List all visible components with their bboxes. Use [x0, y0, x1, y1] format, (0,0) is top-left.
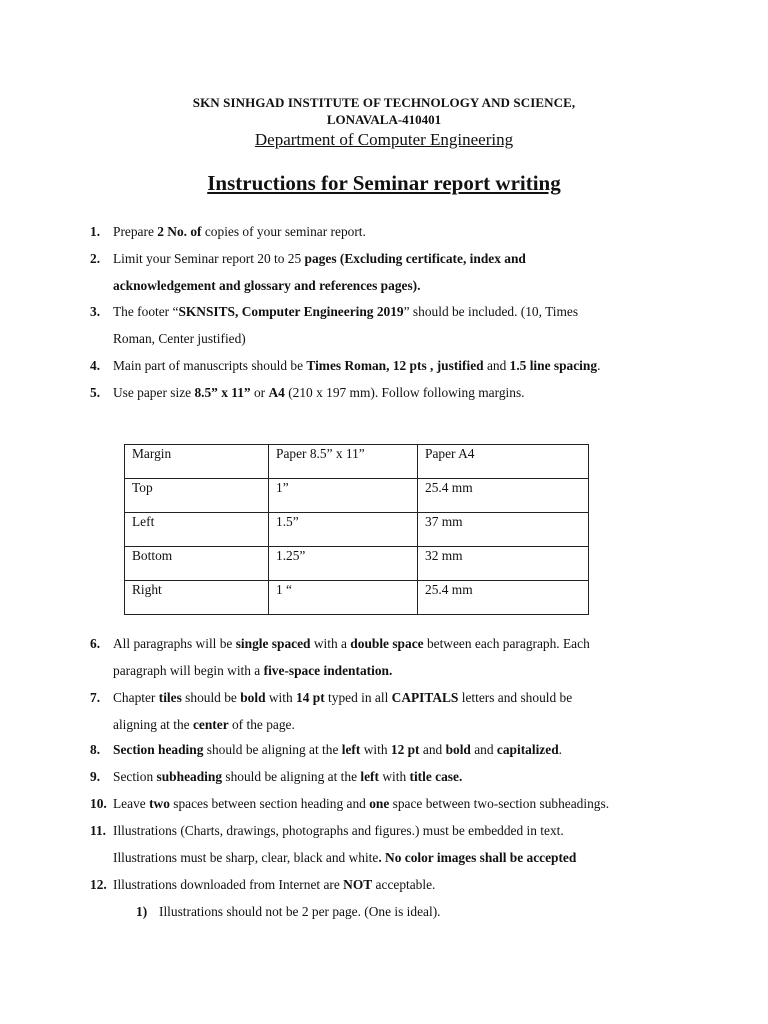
text-run: or — [250, 385, 269, 400]
text-run: . — [597, 358, 601, 373]
list-item-number: 8. — [90, 742, 101, 757]
table-header-cell: Margin — [125, 445, 269, 479]
text-run: acceptable. — [372, 877, 436, 892]
list-item-text-line — [113, 331, 246, 347]
table-cell: 1 “ — [269, 581, 418, 615]
text-run: and — [483, 358, 510, 373]
table-header-cell: Paper A4 — [418, 445, 589, 479]
list-item-number: 2. — [90, 251, 101, 266]
list-item-number: 10. — [90, 796, 107, 811]
text-run: letters and should be — [458, 690, 573, 705]
list-item-text-line — [113, 251, 526, 267]
bold-text-run: 14 pt — [296, 690, 325, 705]
bold-text-run: one — [369, 796, 390, 811]
institute-location: LONAVALA-410401 — [326, 112, 442, 127]
list-item-number: 9. — [90, 769, 101, 784]
bold-text-run: Section heading — [113, 742, 204, 757]
text-run: space between two-section subheadings. — [389, 796, 610, 811]
text-run: All paragraphs will be — [113, 636, 236, 651]
bold-text-run: bold — [240, 690, 266, 705]
text-run: Leave — [113, 796, 150, 811]
bold-text-run: 12 pt — [390, 742, 420, 757]
institute-name: SKN SINHGAD INSTITUTE OF TECHNOLOGY AND SCIENCE, — [192, 95, 576, 110]
table-cell: Right — [125, 581, 269, 615]
bold-text-run: single spaced — [235, 636, 311, 651]
sub-item-text: Illustrations should not be 2 per page. (One is ideal). — [159, 904, 441, 919]
list-item-text-line — [113, 663, 392, 679]
text-run: ” should be included. (10, Times — [403, 304, 579, 319]
bold-text-run: left — [341, 742, 361, 757]
bold-text-run: A4 — [268, 385, 285, 400]
text-run: with — [265, 690, 297, 705]
bold-text-run: title case. — [409, 769, 463, 784]
bold-text-run: . No color images shall be accepted — [378, 849, 577, 865]
bold-text-run: 1.5 line spacing — [509, 358, 598, 373]
table-cell: 25.4 mm — [418, 581, 589, 615]
text-run: with — [360, 742, 391, 757]
text-run: should be aligning at the — [203, 742, 342, 757]
bold-text-run: Times Roman, 12 pts , justified — [306, 358, 484, 373]
text-run: (210 x 197 mm). Follow following margins. — [284, 385, 525, 400]
bold-text-run: five-space indentation. — [263, 662, 393, 678]
text-run: paragraph will begin with a — [113, 662, 264, 678]
bold-text-run: left — [360, 769, 379, 784]
list-item-number: 4. — [90, 358, 101, 373]
table-row — [125, 513, 589, 547]
list-item-number: 11. — [90, 823, 106, 838]
list-item-number: 3. — [90, 304, 101, 319]
text-run: Main part of manuscripts should be — [113, 358, 307, 373]
bold-text-run: 8.5” x 11” — [194, 385, 251, 400]
list-item-text-line — [113, 278, 420, 294]
text-run: . — [558, 742, 563, 757]
list-item-text-line — [113, 304, 578, 320]
table-cell: 32 mm — [418, 547, 589, 581]
list-item-text-line — [113, 224, 366, 240]
margins-table — [124, 444, 589, 615]
list-item-number: 7. — [90, 690, 101, 705]
text-run: typed in all — [324, 690, 392, 705]
sub-item-number: 1) — [136, 904, 148, 919]
bold-text-run: capitalized — [496, 742, 559, 757]
list-item-text-line — [113, 636, 590, 652]
text-run: spaces between section heading and — [169, 796, 370, 811]
list-item-number: 6. — [90, 636, 101, 651]
text-run: Illustrations (Charts, drawings, photographs and figures.) must be embedded in text. — [113, 823, 564, 838]
list-item-number: 5. — [90, 385, 101, 400]
text-run: copies of your seminar report. — [201, 224, 366, 239]
bold-text-run: tiles — [158, 690, 182, 705]
page-title: Instructions for Seminar report writing — [207, 171, 561, 195]
text-run: Use paper size — [113, 385, 195, 400]
text-run: and — [470, 742, 497, 757]
text-run: of the page. — [228, 716, 295, 732]
table-row — [125, 479, 589, 513]
bold-text-run: subheading — [156, 769, 223, 784]
text-run: Section — [113, 769, 157, 784]
text-run: Illustrations must be sharp, clear, black and white — [113, 849, 379, 865]
text-run: between each paragraph. Each — [423, 636, 590, 651]
text-run: aligning at the — [113, 716, 193, 732]
table-row — [125, 547, 589, 581]
table-cell: 25.4 mm — [418, 479, 589, 513]
text-run: should be aligning at the — [222, 769, 361, 784]
bold-text-run: 2 No. of — [157, 224, 202, 239]
bold-text-run: two — [149, 796, 170, 811]
bold-text-run: bold — [445, 742, 471, 757]
list-item-text-line — [113, 877, 435, 893]
table-cell: Bottom — [125, 547, 269, 581]
list-item-text-line — [113, 690, 572, 706]
bold-text-run: acknowledgement and glossary and references pages). — [113, 277, 421, 293]
text-run: should be — [181, 690, 241, 705]
table-cell: Left — [125, 513, 269, 547]
text-run: The footer “ — [113, 304, 179, 319]
text-run: Prepare — [113, 224, 158, 239]
list-item-text-line — [113, 385, 525, 401]
text-run: Illustrations downloaded from Internet are — [113, 877, 344, 892]
table-cell: 37 mm — [418, 513, 589, 547]
text-run: Limit your Seminar report 20 to 25 — [113, 251, 305, 266]
department-name: Department of Computer Engineering — [254, 130, 514, 149]
table-cell: 1” — [269, 479, 418, 513]
bold-text-run: NOT — [343, 877, 373, 892]
list-item-text-line — [113, 769, 462, 785]
bold-text-run: CAPITALS — [391, 690, 459, 705]
list-item-number: 12. — [90, 877, 107, 892]
list-item-number: 1. — [90, 224, 101, 239]
text-run: and — [419, 742, 446, 757]
table-cell: 1.25” — [269, 547, 418, 581]
table-row — [125, 581, 589, 615]
list-item-text-line — [113, 796, 609, 812]
bold-text-run: SKNSITS, Computer Engineering 2019 — [178, 304, 404, 319]
list-item-text-line — [113, 358, 600, 374]
list-item-text-line — [113, 850, 576, 866]
bold-text-run: center — [192, 716, 229, 732]
bold-text-run: double space — [350, 636, 424, 651]
list-item-text-line — [113, 717, 295, 733]
list-item-text-line — [113, 742, 562, 758]
text-run: with — [378, 769, 410, 784]
table-cell: Top — [125, 479, 269, 513]
text-run: Roman, Center justified) — [113, 330, 246, 346]
text-run: Chapter — [113, 690, 159, 705]
table-header-cell: Paper 8.5” x 11” — [269, 445, 418, 479]
list-item-text-line — [113, 823, 564, 839]
table-cell: 1.5” — [269, 513, 418, 547]
table-header-row — [125, 445, 589, 479]
text-run: with a — [310, 636, 351, 651]
bold-text-run: pages (Excluding certificate, index and — [304, 251, 526, 266]
